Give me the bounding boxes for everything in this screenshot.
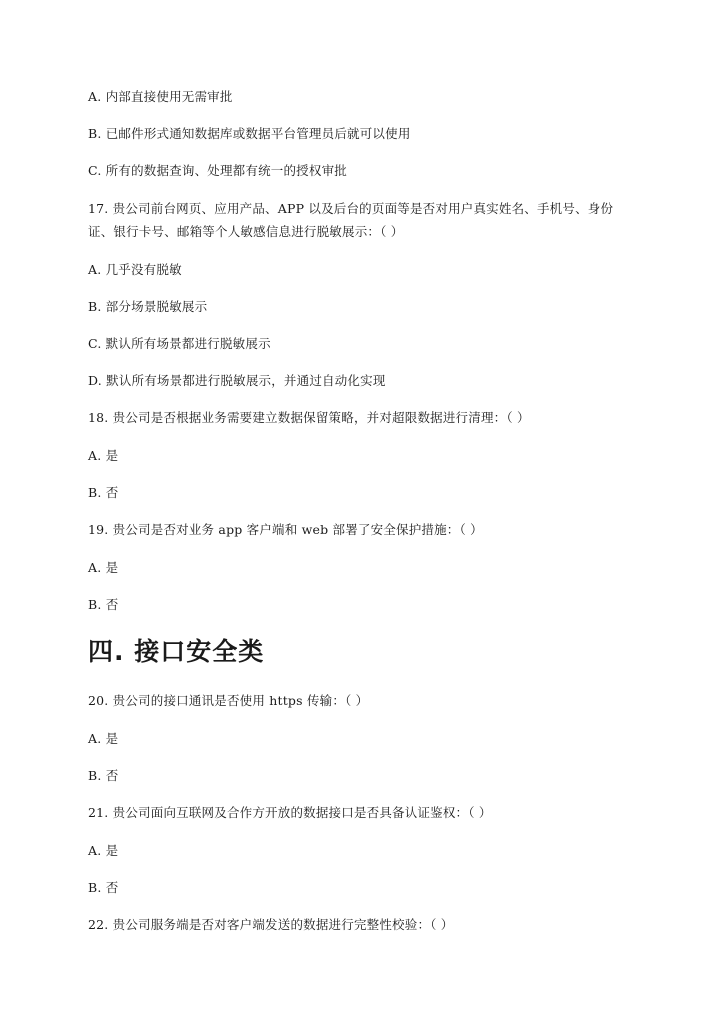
option-20-a: A. 是 bbox=[88, 731, 119, 746]
option-19-a: A. 是 bbox=[88, 560, 119, 575]
question-21: 21. 贵公司面向互联网及合作方开放的数据接口是否具备认证鉴权：（ ） bbox=[88, 805, 492, 820]
option-17-c: C. 默认所有场景都进行脱敏展示 bbox=[88, 336, 271, 351]
question-19: 19. 贵公司是否对业务 app 客户端和 web 部署了安全保护措施：（ ） bbox=[88, 522, 483, 537]
option-17-b: B. 部分场景脱敏展示 bbox=[88, 299, 208, 314]
question-17-line-1: 17. 贵公司前台网页、应用产品、APP 以及后台的页面等是否对用户真实姓名、手机号、身份 bbox=[88, 201, 614, 216]
option-20-b: B. 否 bbox=[88, 768, 119, 783]
question-18: 18. 贵公司是否根据业务需要建立数据保留策略，并对超限数据进行清理：（ ） bbox=[88, 410, 530, 425]
option-21-b: B. 否 bbox=[88, 880, 119, 895]
option-18-b: B. 否 bbox=[88, 485, 119, 500]
question-22: 22. 贵公司服务端是否对客户端发送的数据进行完整性校验：（ ） bbox=[88, 917, 454, 932]
option-16-b: B. 已邮件形式通知数据库或数据平台管理员后就可以使用 bbox=[88, 126, 411, 141]
option-16-a: A. 内部直接使用无需审批 bbox=[88, 89, 233, 104]
question-20: 20. 贵公司的接口通讯是否使用 https 传输：（ ） bbox=[88, 693, 369, 708]
option-21-a: A. 是 bbox=[88, 843, 119, 858]
option-17-a: A. 几乎没有脱敏 bbox=[88, 262, 182, 277]
section-heading: 四. 接口安全类 bbox=[88, 637, 265, 666]
question-17-line-2: 证、银行卡号、邮箱等个人敏感信息进行脱敏展示：（ ） bbox=[88, 224, 404, 239]
option-17-d: D. 默认所有场景都进行脱敏展示，并通过自动化实现 bbox=[88, 373, 386, 388]
option-18-a: A. 是 bbox=[88, 448, 119, 463]
option-19-b: B. 否 bbox=[88, 597, 119, 612]
option-16-c: C. 所有的数据查询、处理都有统一的授权审批 bbox=[88, 163, 347, 178]
